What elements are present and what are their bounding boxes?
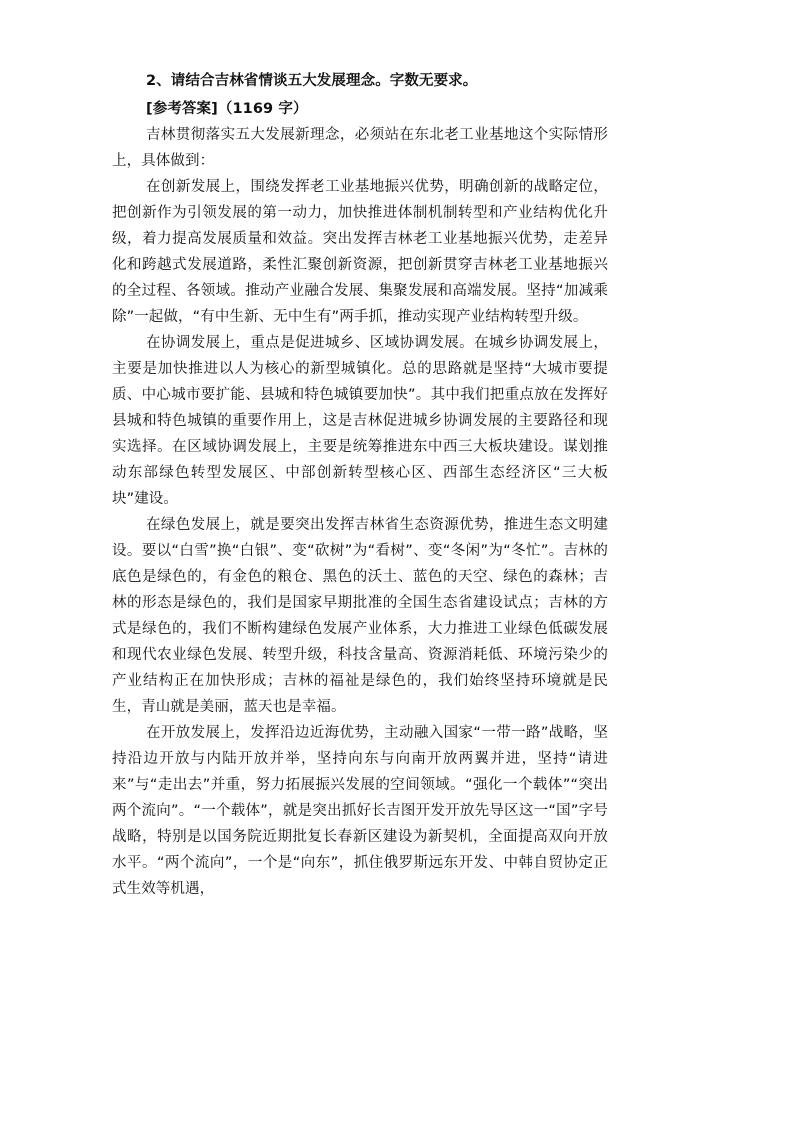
paragraph-openness: 在开放发展上，发挥沿边近海优势，主动融入国家“一带一路”战略，坚持沿边开放与内陆开放并举，坚持向东与向南开放两翼并进，坚持“请进来”与“走出去”并重，努力拓展振兴发展的空间领域。“强化一个载体”“突出两个流向”。“一个载体”，就是突出抓好长吉图开发开放先导区这一“国”字号战略，特别是以国务院近期批复长春新区建设为新契机，全面提高双向开放水平。“两个流向”，一个是“向东”，抓住俄罗斯远东开发、中韩自贸协定正式生效等机遇， bbox=[112, 725, 608, 897]
paragraph-innovation: 在创新发展上，围绕发挥老工业基地振兴优势，明确创新的战略定位，把创新作为引领发展的第一动力，加快推进体制机制转型和产业结构优化升级，着力提高发展质量和效益。突出发挥吉林老工业基地振兴优势，走差异化和跨越式发展道路，柔性汇聚创新资源，把创新贯穿吉林老工业基地振兴的全过程、各领域。推动产业融合发展、集聚发展和高端发展。坚持“加减乘除”一起做，“有中生新、无中生有”两手抓，推动实现产业结构转型升级。 bbox=[112, 179, 608, 325]
paragraph-coordination: 在协调发展上，重点是促进城乡、区域协调发展。在城乡协调发展上，主要是加快推进以人为核心的新型城镇化。总的思路就是坚持“大城市要提质、中心城市要扩能、县城和特色城镇要加快”。其中我们把重点放在发挥好县城和特色城镇的重要作用上，这是吉林促进城乡协调发展的主要路径和现实选择。在区域协调发展上，主要是统筹推进东中西三大板块建设。谋划推动东部绿色转型发展区、中部创新转型核心区、西部生态经济区“三大板块”建设。 bbox=[112, 335, 608, 507]
paragraph-intro: 吉林贯彻落实五大发展新理念，必须站在东北老工业基地这个实际情形上，具体做到： bbox=[112, 127, 608, 169]
paragraph-green: 在绿色发展上，就是要突出发挥吉林省生态资源优势，推进生态文明建设。要以“白雪”换“白银”、变“砍树”为“看树”、变“冬闲”为“冬忙”。吉林的底色是绿色的，有金色的粮仓、黑色的沃土、蓝色的天空、绿色的森林；吉林的形态是绿色的，我们是国家早期批准的全国生态省建设试点；吉林的方式是绿色的，我们不断构建绿色发展产业体系，大力推进工业绿色低碳发展和现代农业绿色发展、转型升级，科技含量高、资源消耗低、环境污染少的产业结构正在加快形成；吉林的福祉是绿色的，我们始终坚持环境就是民生，青山就是美丽，蓝天也是幸福。 bbox=[112, 517, 608, 715]
question-heading: 2、请结合吉林省情谈五大发展理念。字数无要求。 bbox=[146, 73, 478, 89]
document-body bbox=[112, 64, 608, 902]
answer-label: [参考答案]（1169 字） bbox=[146, 101, 308, 117]
